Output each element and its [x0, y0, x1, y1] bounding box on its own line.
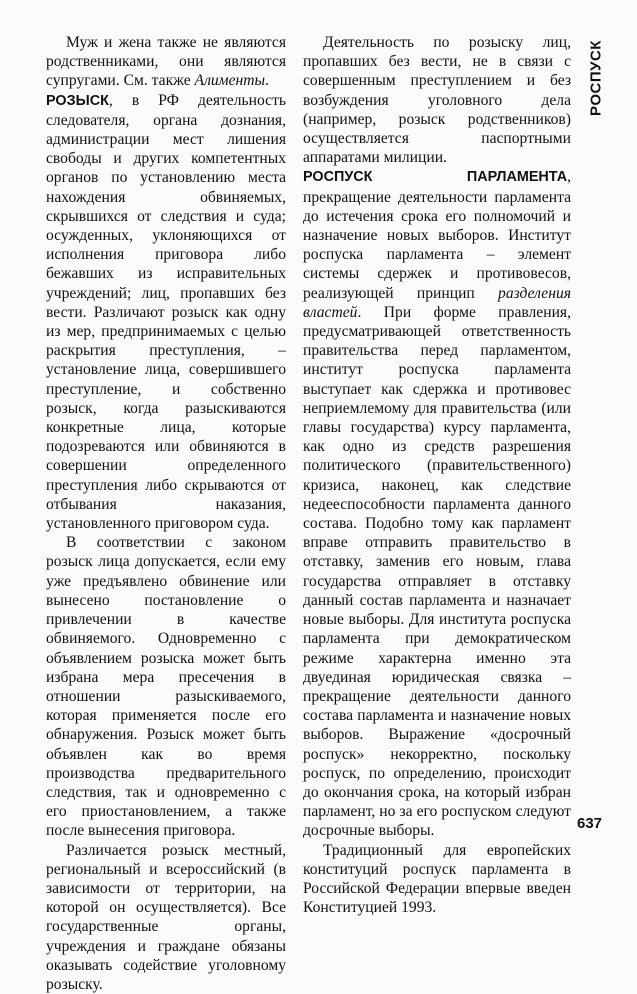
cross-reference-alimony[interactable]: Алименты	[194, 72, 266, 90]
paragraph-traditional: Традиционный для европейских конституций роспуск парламента в Российской Федерации впервые введен Конституцией 1993.	[303, 841, 571, 917]
left-column	[46, 33, 286, 994]
cross-reference-separation-of-powers[interactable]: разделения властей	[303, 284, 571, 321]
running-head-text: РОСПУСК	[587, 39, 605, 116]
paragraph-missing-persons: Деятельность по розыску лиц, пропавших без вести, не в связи с совершенным преступлением и без возбуждения уголовного дела (например, розыск родственников) осуществляется паспортными аппаратами милиции.	[303, 34, 571, 167]
running-head	[581, 30, 611, 125]
right-column	[303, 33, 571, 917]
entry-body-rozysk: , в РФ деятельность следователя, органа дознания, администрации мест лишения свободы и других компетентных органов по установлению места нахождения обвиняемых, скрывшихся от следствия и суда; осужденных, уклоняющихся от исполнения приговора либо бежавших из исправительных учреждений; лиц, пропавших без вести. Различают розыск как одну из мер, предпринимаемых с целью раскрытия преступления, – установление лица, совершившего преступление, и собственно розыск, когда разыскиваются конкретные лица, которые подозреваются или обвиняются в совершении определенного преступления либо скрываются от отбывания наказания, установленного приговором суда.	[46, 91, 286, 533]
page-number: 637	[577, 815, 603, 832]
paragraph-search-law: В соответствии с законом розыск лица допускается, если ему уже предъявлено обвинение или вынесено постановление о привлечении в качестве обвиняемого. Одновременно с объявлением розыска может быть избрана мера пресечения в отношении разыскиваемого, которая применяется после его обнаружения. Розыск может быть объявлен как во время производства предварительного следствия, так и одновременно с его приостановлением, а также после вынесения приговора.	[46, 534, 286, 840]
paragraph-search-types: Различается розыск местный, региональный и всероссийский (в зависимости от территории, на которой он осуществляется). Все государственные органы, учреждения и граждане обязаны оказывать содействие уголовному розыску.	[46, 841, 286, 993]
entry-term-rospusk-parlamenta: РОСПУСК ПАРЛАМЕНТА	[303, 169, 568, 186]
entry-body-b: . При форме правления, предусматривающей ответственность правительства перед парламентом, институт роспуска парламента выступает как сдержка и противовес неприемлемому для правительства (или главы государства) курсу парламента, как одно из средств разрешения политического (правительственного) кризиса, наконец, как следствие недееспособности парламента данного состава. Подобно тому как парламент вправе отправить правительство в отставку, заменив его новым, глава государства отправляет в отставку данный состав парламента и назначает новые выборы. Для института роспуска парламента при демократическом режиме характерна именно эта двуединая юридическая связка – прекращение деятельности данного состава парламента и назначение новых выборов. Выражение «досрочный роспуск» некорректно, поскольку роспуск, по определению, происходит до окончания срока, на который избран парламент, но за его роспуском следуют досрочные выборы.	[303, 303, 571, 840]
entry-rozysk	[46, 91, 286, 534]
entry-term-rozysk: РОЗЫСК	[46, 92, 109, 109]
paragraph-text: Муж и жена также не являются родственниками, они являются супругами. См. также	[46, 34, 286, 90]
paragraph-spouses	[46, 33, 286, 91]
entry-rospusk-parlamenta	[303, 167, 571, 840]
paragraph-end: .	[265, 72, 270, 90]
entry-body-a: , прекращение деятельности парламента до истечения срока его полномочий и назначение новых выборов. Институт роспуска парламента – элемент системы сдержек и противовесов, реализующей принцип	[303, 168, 571, 302]
